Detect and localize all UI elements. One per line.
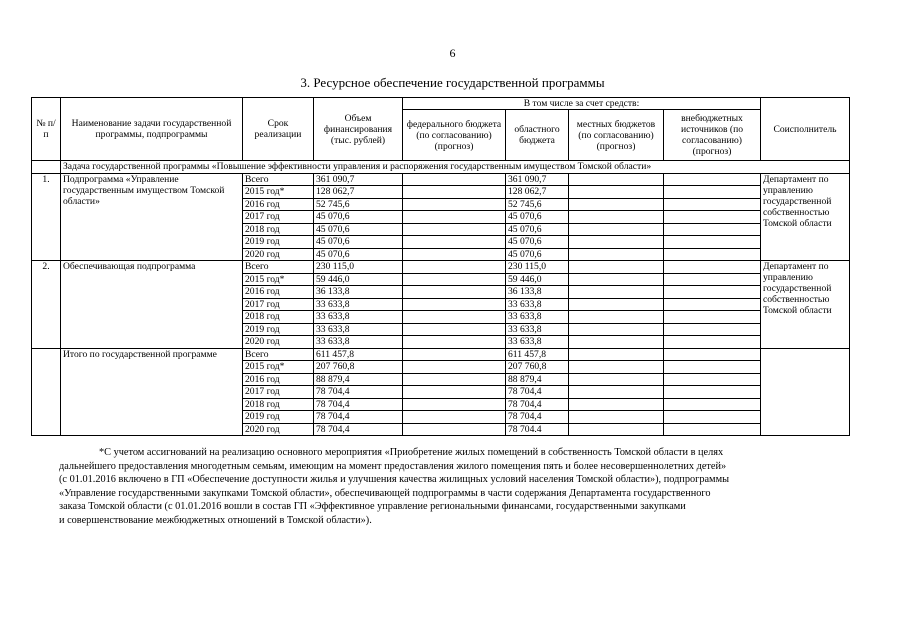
row-federal — [403, 373, 506, 386]
footnote-line: заказа Томской области (с 01.01.2016 вошли в состав ГП «Эффективное управление региональными финансами, государственными закупками — [59, 501, 686, 512]
row-volume: 45 070,6 — [314, 223, 403, 236]
row-regional: 611 457,8 — [506, 348, 569, 361]
header-num: № п/п — [32, 98, 61, 161]
row-term: 2020 год — [243, 423, 314, 436]
row-local — [569, 311, 664, 324]
row-regional: 361 090,7 — [506, 173, 569, 186]
row-local — [569, 286, 664, 299]
row-federal — [403, 248, 506, 261]
row-federal — [403, 323, 506, 336]
row-volume: 78 704,4 — [314, 411, 403, 424]
row-federal — [403, 198, 506, 211]
row-term: 2017 год — [243, 386, 314, 399]
row-volume: 33 633,8 — [314, 311, 403, 324]
row-regional: 59 446,0 — [506, 273, 569, 286]
row-term: 2016 год — [243, 198, 314, 211]
row-term: 2016 год — [243, 286, 314, 299]
row-federal — [403, 336, 506, 349]
row-name: Обеспечивающая подпрограмма — [61, 261, 243, 349]
row-local — [569, 223, 664, 236]
row-regional: 45 070,6 — [506, 236, 569, 249]
row-term: 2019 год — [243, 323, 314, 336]
row-term: 2015 год* — [243, 186, 314, 199]
row-extrabudget — [664, 248, 761, 261]
row-extrabudget — [664, 286, 761, 299]
row-federal — [403, 173, 506, 186]
row-regional: 36 133,8 — [506, 286, 569, 299]
row-regional: 78 704,4 — [506, 398, 569, 411]
row-volume: 36 133,8 — [314, 286, 403, 299]
row-local — [569, 211, 664, 224]
row-regional: 45 070,6 — [506, 223, 569, 236]
row-name: Подпрограмма «Управление государственным имуществом Томской области» — [61, 173, 243, 261]
row-volume: 52 745,6 — [314, 198, 403, 211]
row-regional: 33 633,8 — [506, 336, 569, 349]
row-federal — [403, 311, 506, 324]
footnote-line: «Управление государственными закупками Томской области», обеспечивающей подпрограммы в части содержания Департамента государственного — [59, 487, 711, 499]
row-local — [569, 323, 664, 336]
row-federal — [403, 223, 506, 236]
header-extrabudget: внебюджетных источников (по согласованию) (прогноз) — [664, 110, 761, 161]
row-term: 2020 год — [243, 248, 314, 261]
row-extrabudget — [664, 311, 761, 324]
row-coexec: Департамент по управлению государственной собственностью Томской области — [761, 261, 850, 349]
row-name: Итого по государственной программе — [61, 348, 243, 436]
row-volume: 33 633,8 — [314, 336, 403, 349]
header-regional: областного бюджета — [506, 110, 569, 161]
row-volume: 78 704,4 — [314, 398, 403, 411]
resource-table — [31, 97, 850, 436]
row-federal — [403, 211, 506, 224]
row-extrabudget — [664, 323, 761, 336]
row-volume: 33 633,8 — [314, 298, 403, 311]
row-volume: 45 070,6 — [314, 248, 403, 261]
row-local — [569, 373, 664, 386]
page-title: 3. Ресурсное обеспечение государственной программы — [300, 75, 605, 90]
footnote-line: *С учетом ассигнований на реализацию основного мероприятия «Приобретение жилых помещений в собственность Томской области в целях — [99, 447, 724, 458]
table-row — [32, 348, 850, 361]
row-federal — [403, 411, 506, 424]
row-regional: 207 760,8 — [506, 361, 569, 374]
row-regional: 78 704,4 — [506, 386, 569, 399]
row-extrabudget — [664, 423, 761, 436]
header-term: Срок реализации — [243, 98, 314, 161]
row-extrabudget — [664, 273, 761, 286]
row-coexec — [761, 348, 850, 436]
row-term: 2020 год — [243, 336, 314, 349]
page-number: 6 — [449, 46, 456, 60]
header-name: Наименование задачи государственной программы, подпрограммы — [61, 98, 243, 161]
row-local — [569, 348, 664, 361]
row-local — [569, 398, 664, 411]
header-volume: Объем финансирования (тыс. рублей) — [314, 98, 403, 161]
row-extrabudget — [664, 361, 761, 374]
row-term: 2015 год* — [243, 273, 314, 286]
row-term: Всего — [243, 348, 314, 361]
header-coexec: Соисполнитель — [761, 98, 850, 161]
row-federal — [403, 261, 506, 274]
row-local — [569, 423, 664, 436]
row-federal — [403, 186, 506, 199]
row-extrabudget — [664, 336, 761, 349]
footnote-line: (с 01.01.2016 включено в ГП «Обеспечение доступности жилья и улучшения качества жилищных условий населения Томской области»), подпрограммы — [59, 474, 730, 485]
row-volume: 611 457,8 — [314, 348, 403, 361]
row-federal — [403, 236, 506, 249]
row-extrabudget — [664, 348, 761, 361]
row-local — [569, 248, 664, 261]
row-federal — [403, 298, 506, 311]
row-local — [569, 198, 664, 211]
row-regional: 33 633,8 — [506, 311, 569, 324]
row-federal — [403, 398, 506, 411]
row-number — [32, 348, 61, 436]
table-row — [32, 261, 850, 274]
row-term: 2017 год — [243, 298, 314, 311]
row-volume: 207 760,8 — [314, 361, 403, 374]
row-regional: 78 704,4 — [506, 411, 569, 424]
row-volume: 361 090,7 — [314, 173, 403, 186]
row-regional: 52 745,6 — [506, 198, 569, 211]
row-term: 2015 год* — [243, 361, 314, 374]
header-federal: федерального бюджета (по согласованию) (прогноз) — [403, 110, 506, 161]
row-volume: 33 633,8 — [314, 323, 403, 336]
row-regional: 33 633,8 — [506, 323, 569, 336]
row-number: 2. — [32, 261, 61, 349]
row-extrabudget — [664, 236, 761, 249]
row-regional: 230 115,0 — [506, 261, 569, 274]
row-extrabudget — [664, 411, 761, 424]
row-extrabudget — [664, 398, 761, 411]
row-local — [569, 336, 664, 349]
row-federal — [403, 273, 506, 286]
row-term: 2016 год — [243, 373, 314, 386]
row-regional: 88 879,4 — [506, 373, 569, 386]
row-local — [569, 261, 664, 274]
row-regional: 45 070,6 — [506, 248, 569, 261]
row-federal — [403, 361, 506, 374]
row-term: Всего — [243, 173, 314, 186]
row-local — [569, 236, 664, 249]
row-extrabudget — [664, 298, 761, 311]
footnote-line: и совершенствование межбюджетных отношений в Томской области»). — [59, 514, 372, 526]
row-volume: 78 704,4 — [314, 386, 403, 399]
row-federal — [403, 348, 506, 361]
row-federal — [403, 423, 506, 436]
table-row — [32, 173, 850, 186]
row-term: 2018 год — [243, 398, 314, 411]
row-term: 2018 год — [243, 311, 314, 324]
row-federal — [403, 386, 506, 399]
row-volume: 78 704,4 — [314, 423, 403, 436]
row-extrabudget — [664, 261, 761, 274]
row-local — [569, 361, 664, 374]
row-extrabudget — [664, 373, 761, 386]
header-including: В том числе за счет средств: — [403, 98, 761, 110]
row-volume: 88 879,4 — [314, 373, 403, 386]
row-volume: 128 062,7 — [314, 186, 403, 199]
row-local — [569, 411, 664, 424]
row-regional: 78 704.4 — [506, 423, 569, 436]
row-volume: 230 115,0 — [314, 261, 403, 274]
row-number: 1. — [32, 173, 61, 261]
row-extrabudget — [664, 173, 761, 186]
header-local: местных бюджетов (по согласованию) (прогноз) — [569, 110, 664, 161]
row-regional: 128 062,7 — [506, 186, 569, 199]
row-local — [569, 273, 664, 286]
task-row: Задача государственной программы «Повышение эффективности управления и распоряжения государственным имуществом Томской области» — [61, 161, 850, 174]
row-term: Всего — [243, 261, 314, 274]
row-volume: 45 070,6 — [314, 211, 403, 224]
row-term: 2019 год — [243, 236, 314, 249]
row-term: 2019 год — [243, 411, 314, 424]
row-regional: 45 070,6 — [506, 211, 569, 224]
row-local — [569, 386, 664, 399]
row-local — [569, 298, 664, 311]
row-local — [569, 186, 664, 199]
row-coexec: Департамент по управлению государственной собственностью Томской области — [761, 173, 850, 261]
row-extrabudget — [664, 186, 761, 199]
row-term: 2017 год — [243, 211, 314, 224]
row-volume: 45 070,6 — [314, 236, 403, 249]
row-extrabudget — [664, 198, 761, 211]
footnote-line: дальнейшего предоставления многодетным семьям, имеющим на момент предоставления жилого помещения пять и более несовершеннолетних детей» — [59, 460, 727, 472]
row-extrabudget — [664, 211, 761, 224]
row-volume: 59 446,0 — [314, 273, 403, 286]
row-extrabudget — [664, 386, 761, 399]
row-local — [569, 173, 664, 186]
row-term: 2018 год — [243, 223, 314, 236]
row-extrabudget — [664, 223, 761, 236]
row-federal — [403, 286, 506, 299]
row-regional: 33 633,8 — [506, 298, 569, 311]
footnote — [59, 446, 852, 527]
